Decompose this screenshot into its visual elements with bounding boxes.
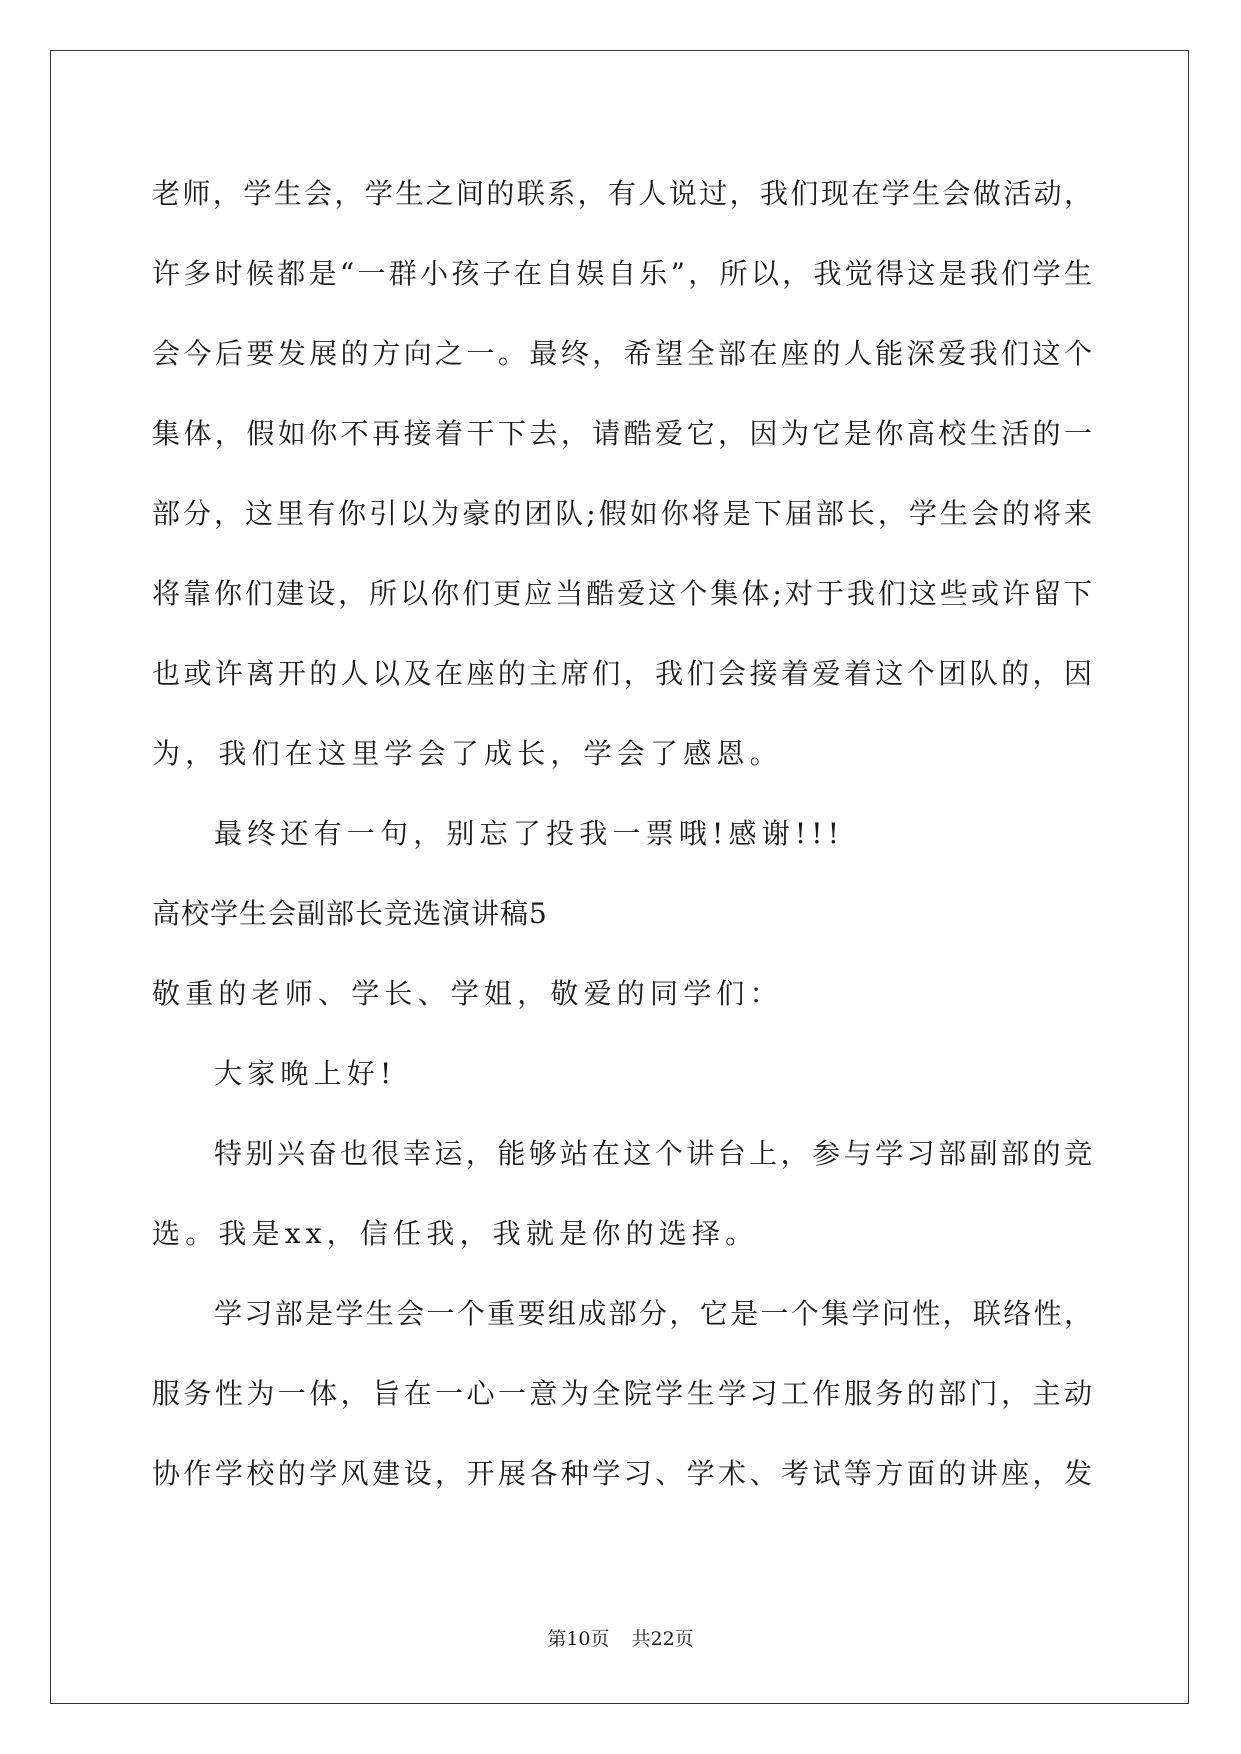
text-line: 为，我们在这里学会了成长，学会了感恩。 bbox=[152, 737, 783, 770]
text-line: 服务性为一体，旨在一心一意为全院学生学习工作服务的部门，主动 bbox=[152, 1377, 1092, 1410]
greeting: 大家晚上好! bbox=[214, 1057, 397, 1090]
text-line: 许多时候都是“一群小孩子在自娱自乐”，所以，我觉得这是我们学生 bbox=[152, 257, 1092, 290]
text-line: 协作学校的学风建设，开展各种学习、学术、考试等方面的讲座，发 bbox=[152, 1457, 1092, 1490]
text-line: 也或许离开的人以及在座的主席们，我们会接着爱着这个团队的，因 bbox=[152, 657, 1092, 690]
text-line: 老师，学生会，学生之间的联系，有人说过，我们现在学生会做活动， bbox=[152, 177, 1092, 210]
salutation: 敬重的老师、学长、学姐，敬爱的同学们： bbox=[152, 977, 783, 1010]
text-line: 集体，假如你不再接着干下去，请酷爱它，因为它是你高校生活的一 bbox=[152, 417, 1092, 450]
section-title: 高校学生会副部长竞选演讲稿5 bbox=[152, 897, 548, 930]
text-line: 部分，这里有你引以为豪的团队;假如你将是下届部长，学生会的将来 bbox=[152, 497, 1092, 530]
text-line: 学习部是学生会一个重要组成部分，它是一个集学问性，联络性， bbox=[214, 1297, 1092, 1330]
text-line: 特别兴奋也很幸运，能够站在这个讲台上，参与学习部副部的竞 bbox=[214, 1137, 1092, 1170]
document-body bbox=[152, 168, 1092, 1528]
current-page: 第10页 bbox=[547, 1628, 610, 1650]
text-line: 将靠你们建设，所以你们更应当酷爱这个集体;对于我们这些或许留下 bbox=[152, 577, 1092, 610]
page-footer bbox=[0, 1624, 1241, 1651]
text-line: 选。我是xx，信任我，我就是你的选择。 bbox=[152, 1217, 759, 1250]
text-line: 最终还有一句，别忘了投我一票哦!感谢!!! bbox=[214, 817, 845, 850]
text-line: 会今后要发展的方向之一。最终，希望全部在座的人能深爱我们这个 bbox=[152, 337, 1092, 370]
total-pages: 共22页 bbox=[631, 1628, 694, 1650]
